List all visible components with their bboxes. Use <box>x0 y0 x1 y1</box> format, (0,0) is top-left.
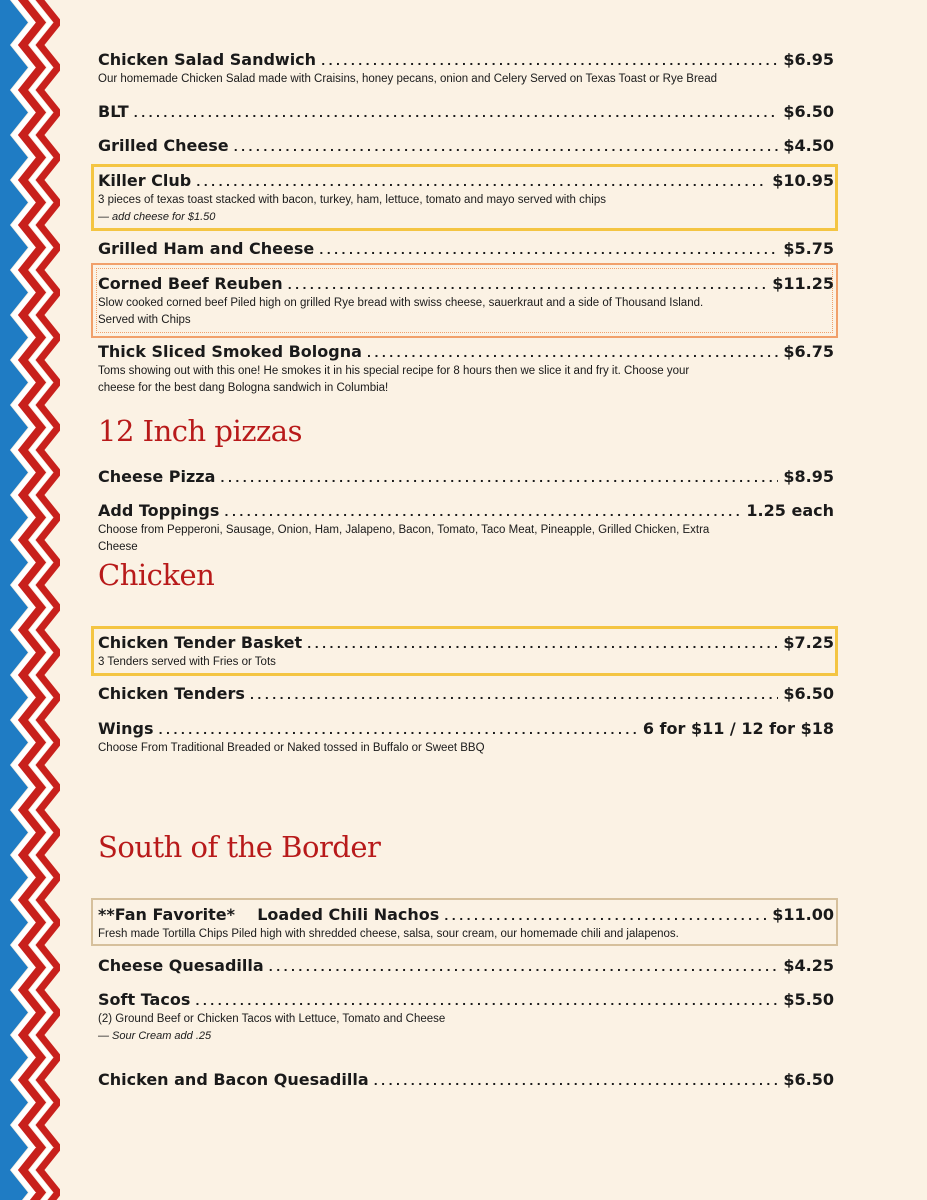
item-name: Corned Beef Reuben <box>98 274 283 293</box>
item-description: Toms showing out with this one! He smokes it in his special recipe for 8 hours then we slice it and fry it. Choose your <box>98 365 690 377</box>
item-note: — Sour Cream add .25 <box>98 1030 212 1042</box>
item-price: $4.50 <box>783 136 834 155</box>
item-description: Our homemade Chicken Salad made with Craisins, honey pecans, onion and Celery Served on Texas Toast or Rye Bread <box>98 73 717 85</box>
item-price: $6.75 <box>783 342 834 361</box>
item-price: $8.95 <box>783 467 834 486</box>
item-price: $6.50 <box>783 684 834 703</box>
menu-item <box>98 904 834 943</box>
item-name: Chicken Tenders <box>98 684 245 703</box>
item-name: Add Toppings <box>98 501 220 520</box>
item-price: 6 for $11 / 12 for $18 <box>642 719 834 738</box>
menu-item <box>98 718 834 757</box>
item-note: — add cheese for $1.50 <box>98 211 216 223</box>
item-name: Chicken and Bacon Quesadilla <box>98 1070 369 1089</box>
item-name: Soft Tacos <box>98 990 191 1009</box>
item-price: $11.25 <box>772 274 834 293</box>
menu-item <box>98 238 834 260</box>
item-name: Grilled Cheese <box>98 136 229 155</box>
item-price: $6.50 <box>783 102 834 121</box>
item-name: Killer Club <box>98 171 192 190</box>
item-price: $5.50 <box>783 990 834 1009</box>
menu-item <box>98 1069 834 1091</box>
section-title-south-of-the-border: South of the Border <box>98 830 381 864</box>
item-price: $7.25 <box>783 633 834 652</box>
item-description-cont: Served with Chips <box>98 314 191 326</box>
menu-item <box>98 101 834 123</box>
menu-item <box>98 170 834 226</box>
menu-item <box>98 683 834 705</box>
item-name: Thick Sliced Smoked Bologna <box>98 342 362 361</box>
zigzag-border-decoration <box>0 0 60 1200</box>
menu-item <box>98 500 834 556</box>
menu-item <box>98 135 834 157</box>
item-price: $11.00 <box>772 905 834 924</box>
item-name: **Fan Favorite* Loaded Chili Nachos <box>98 905 440 924</box>
menu-item <box>98 466 834 488</box>
item-price: 1.25 each <box>746 501 834 520</box>
item-name: Chicken Salad Sandwich <box>98 50 317 69</box>
section-title-pizzas: 12 Inch pizzas <box>98 414 302 448</box>
menu-item <box>98 989 834 1045</box>
item-price: $4.25 <box>783 956 834 975</box>
item-name: BLT <box>98 102 129 121</box>
item-name: Cheese Pizza <box>98 467 216 486</box>
menu-item <box>98 341 834 397</box>
section-title-chicken: Chicken <box>98 558 215 592</box>
menu-item <box>98 955 834 977</box>
item-description: 3 Tenders served with Fries or Tots <box>98 656 276 668</box>
item-description-cont: cheese for the best dang Bologna sandwich in Columbia! <box>98 382 389 394</box>
menu-item <box>98 632 834 671</box>
item-price: $10.95 <box>772 171 834 190</box>
item-name: Cheese Quesadilla <box>98 956 264 975</box>
item-description-cont: Cheese <box>98 541 138 553</box>
item-name: Wings <box>98 719 154 738</box>
item-description: Fresh made Tortilla Chips Piled high with shredded cheese, salsa, sour cream, our homemade chili and jalapenos. <box>98 928 679 940</box>
item-description: (2) Ground Beef or Chicken Tacos with Lettuce, Tomato and Cheese <box>98 1013 446 1025</box>
item-description: Choose From Traditional Breaded or Naked tossed in Buffalo or Sweet BBQ <box>98 742 485 754</box>
menu-item <box>98 49 834 88</box>
item-price: $6.50 <box>783 1070 834 1089</box>
menu-item <box>98 273 834 329</box>
item-description: Choose from Pepperoni, Sausage, Onion, Ham, Jalapeno, Bacon, Tomato, Taco Meat, Pineapple, Grilled Chicken, Extra <box>98 524 710 536</box>
item-name: Grilled Ham and Cheese <box>98 239 315 258</box>
item-price: $6.95 <box>783 50 834 69</box>
item-price: $5.75 <box>783 239 834 258</box>
item-description: 3 pieces of texas toast stacked with bacon, turkey, ham, lettuce, tomato and mayo served with chips <box>98 194 606 206</box>
item-description: Slow cooked corned beef Piled high on grilled Rye bread with swiss cheese, sauerkraut and a side of Thousand Island. <box>98 297 704 309</box>
item-name: Chicken Tender Basket <box>98 633 303 652</box>
